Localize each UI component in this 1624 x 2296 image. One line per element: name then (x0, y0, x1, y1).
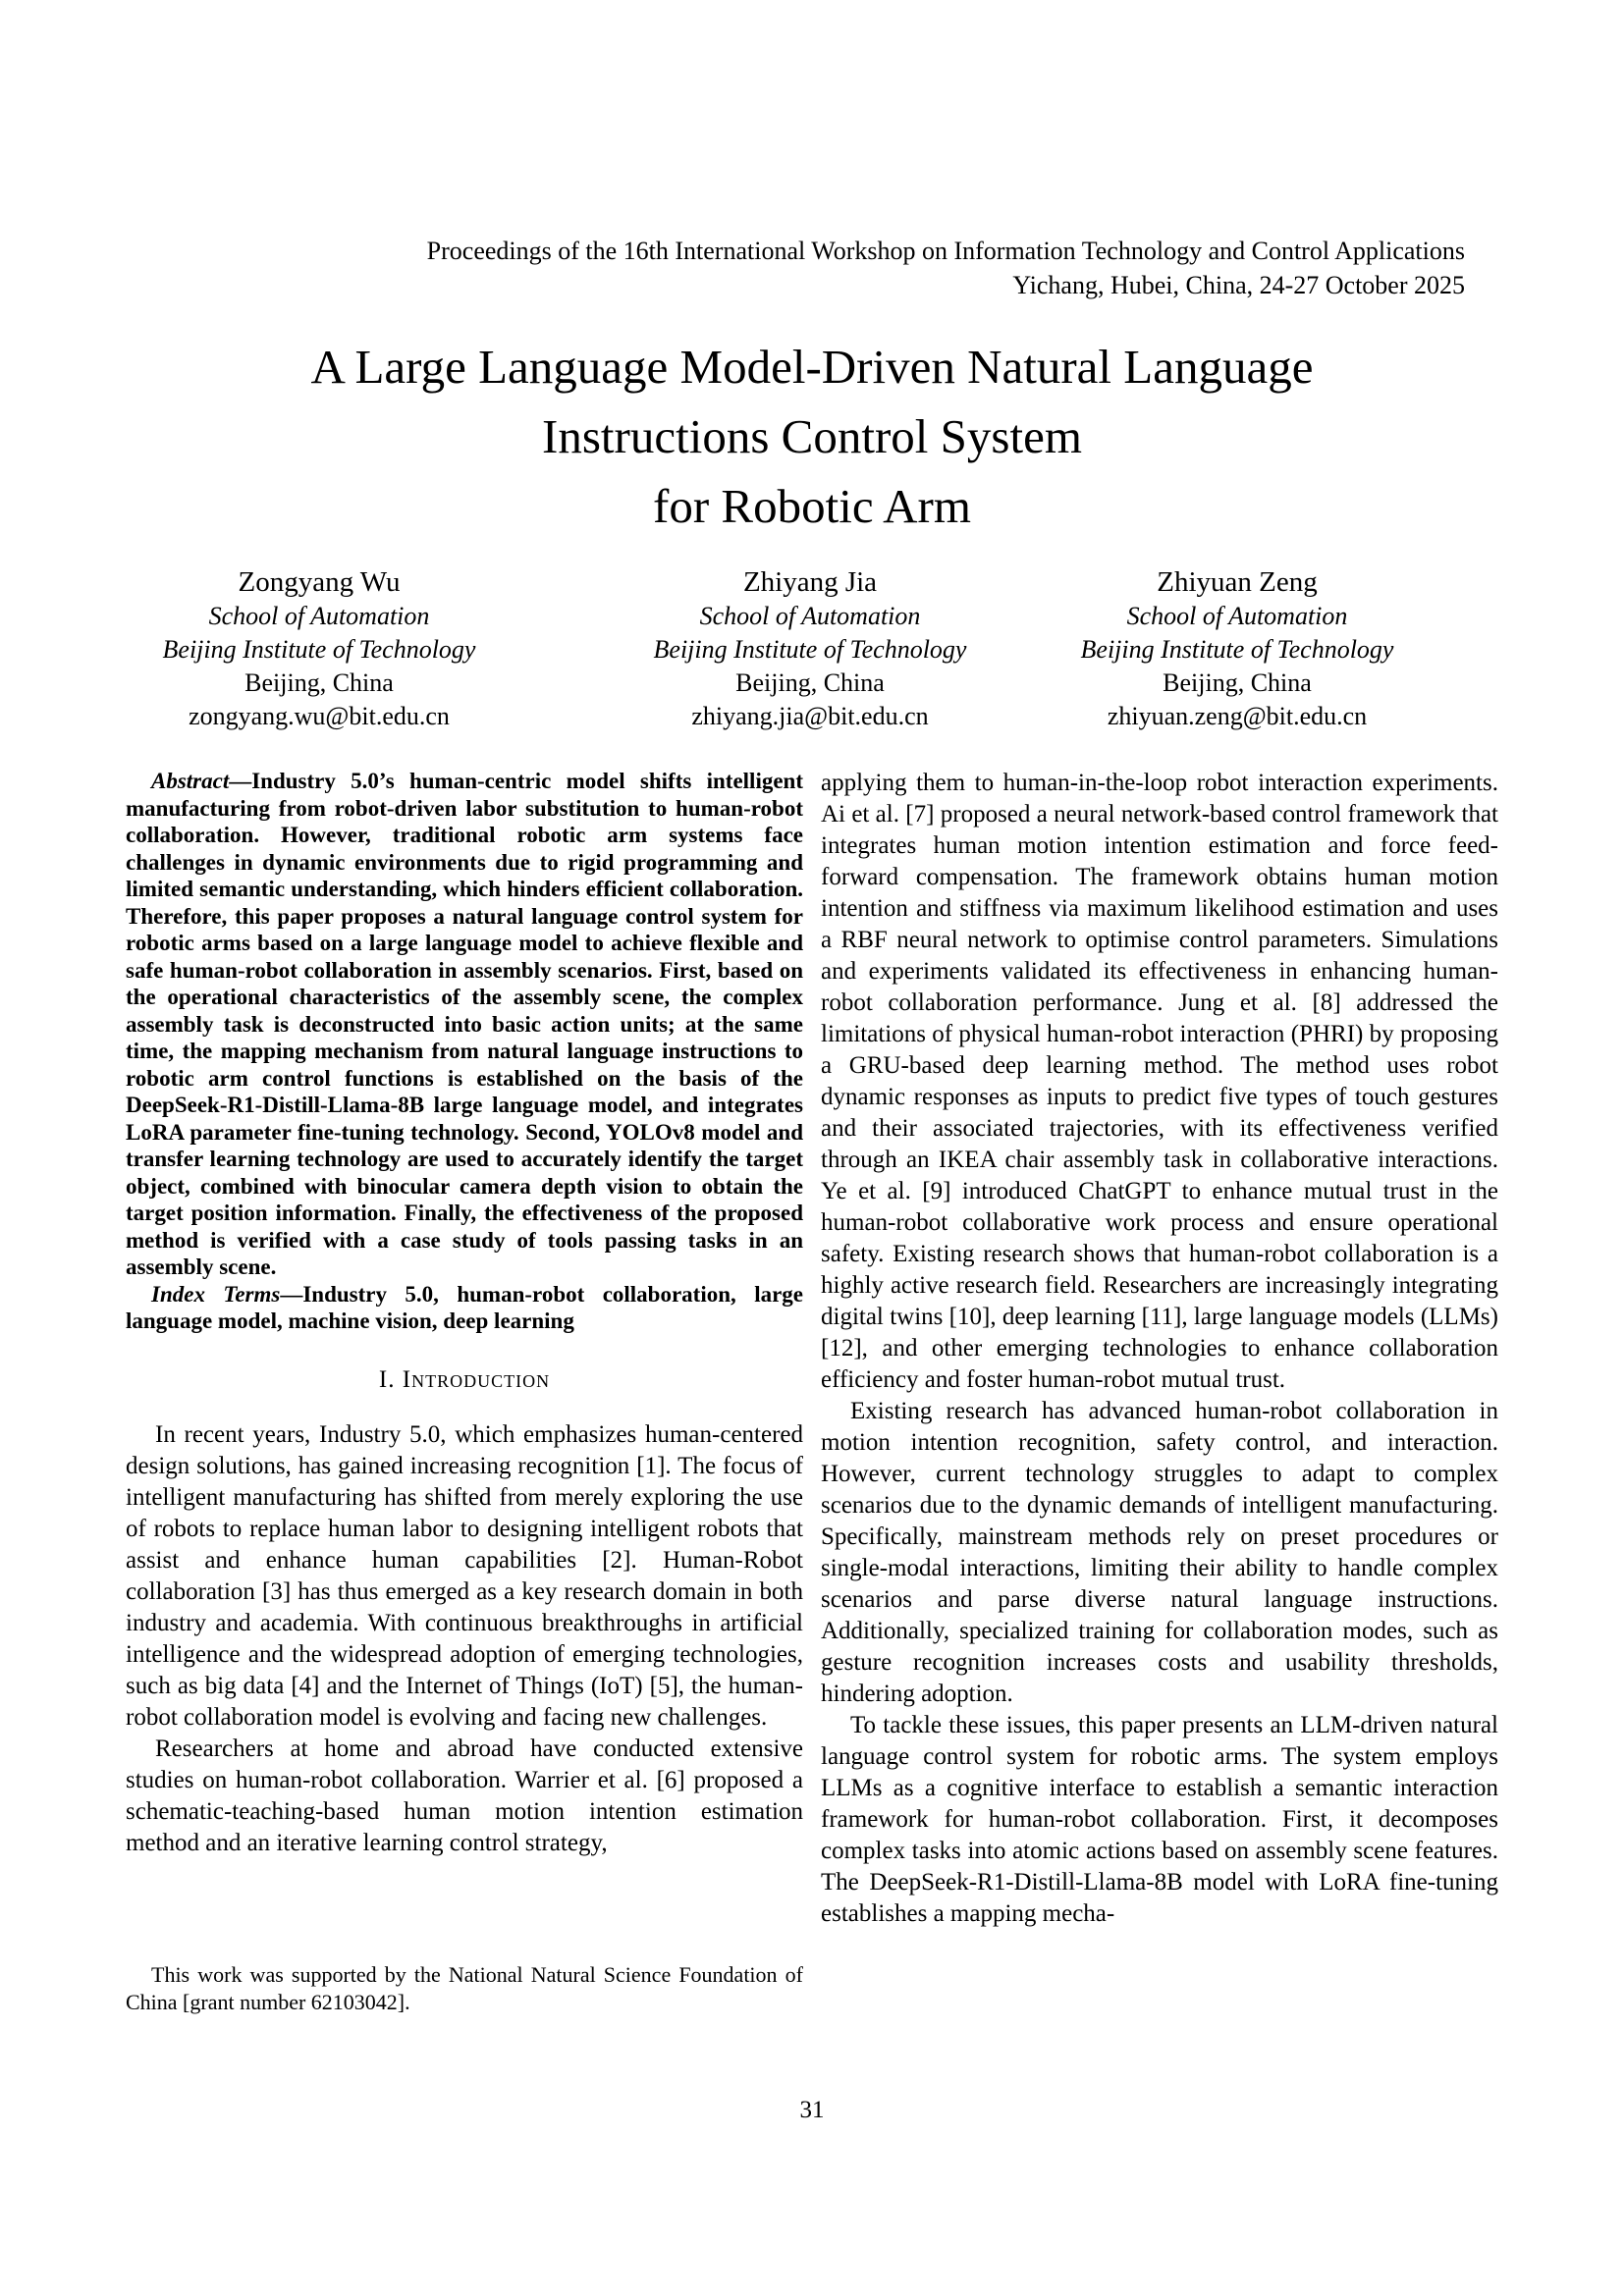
funding-footnote: This work was supported by the National Natural Science Foundation of China [grant number 62103042]. (126, 1962, 803, 2014)
abstract-label: Abstract (151, 769, 230, 793)
abstract-text: —Industry 5.0’s human-centric model shifts intelligent manufacturing from robot-driven labor substitution to human-robot collaboration. However, traditional robotic arm systems face challenges in dynamic environments due to rigid programming and limited semantic understanding, which hinders efficient collaboration. Therefore, this paper proposes a natural language control system for robotic arms based on a large language model to achieve flexible and safe human-robot collaboration in assembly scenarios. First, based on the operational characteristics of the assembly scene, the complex assembly task is deconstructed into basic action units; at the same time, the mapping mechanism from natural language instructions to robotic arm control functions is established on the basis of the DeepSeek-R1-Distill-Llama-8B large language model, and integrates LoRA parameter fine-tuning technology. Second, YOLOv8 model and transfer learning technology are used to accurately identify the target object, combined with binocular camera depth vision to obtain the target position information. Finally, the effectiveness of the proposed method is verified with a case study of tools passing tasks in an assembly scene. (126, 769, 803, 1279)
paper-title (0, 332, 1624, 541)
author-location: Beijing, China (735, 668, 885, 697)
author-location: Beijing, China (1163, 668, 1312, 697)
header-line-2: Yichang, Hubei, China, 24-27 October 2025 (1012, 271, 1465, 299)
body-paragraph: applying them to human-in-the-loop robot interaction experiments. Ai et al. [7] proposed a neural network-based control framework that integrates human motion intention estimation and force feed-forward compensation. The framework obtains human motion intention and stiffness via maximum likelihood estimation and uses a RBF neural network to optimise control parameters. Simulations and experiments validated its effectiveness in enhancing human-robot collaboration performance. Jung et al. [8] addressed the limitations of physical human-robot interaction (PHRI) by proposing a GRU-based deep learning method. The method uses robot dynamic responses as inputs to predict five types of touch gestures and their associated trajectories, with its effectiveness verified through an IKEA chair assembly task in collaborative interactions. Ye et al. [9] introduced ChatGPT to enhance mutual trust in the human-robot collaborative work process and ensure operational safety. Existing research shows that human-robot collaboration is a highly active research field. Researchers are increasingly integrating digital twins [10], deep learning [11], large language models (LLMs) [12], and other emerging technologies to enhance collaboration efficiency and foster human-robot mutual trust. (821, 770, 1498, 1393)
author-dept: School of Automation (1126, 602, 1348, 630)
index-terms-paragraph (126, 1281, 803, 1335)
author-dept: School of Automation (699, 602, 921, 630)
right-column (821, 768, 1498, 1930)
running-header (427, 234, 1465, 302)
body-paragraph: Existing research has advanced human-robot collaboration in motion intention recognition, safety control, and interaction. However, current technology struggles to adapt to complex scenarios due to the dynamic demands of intelligent manufacturing. Specifically, mainstream methods rely on preset procedures or single-modal interactions, limiting their ability to handle complex scenarios and parse diverse natural language instructions. Additionally, specialized training for collaboration modes, such as gesture recognition increases costs and usability thresholds, hindering adoption. (821, 1398, 1498, 1707)
author-location: Beijing, China (244, 668, 394, 697)
author-email: zhiyuan.zeng@bit.edu.cn (1107, 702, 1368, 730)
body-paragraph: Researchers at home and abroad have conducted extensive studies on human-robot collaboration. Warrier et al. [6] proposed a schematic-teaching-based human motion intention estimation method and an iterative learning control strategy, (126, 1735, 803, 1856)
author-block (1001, 564, 1473, 733)
body-paragraph: To tackle these issues, this paper presents an LLM-driven natural language control system for robotic arms. The system employs LLMs as a cognitive interface to establish a semantic interaction framework for human-robot collaboration. First, it decomposes complex tasks into atomic actions based on assembly scene features. The DeepSeek-R1-Distill-Llama-8B model with LoRA fine-tuning establishes a mapping mecha- (821, 1712, 1498, 1927)
abstract-paragraph (126, 768, 803, 1281)
author-email: zongyang.wu@bit.edu.cn (189, 702, 450, 730)
left-column (126, 768, 803, 1859)
author-institution: Beijing Institute of Technology (1080, 635, 1394, 664)
section-heading-introduction: I. Introduction (378, 1365, 551, 1393)
author-name: Zhiyuan Zeng (1157, 566, 1318, 598)
author-dept: School of Automation (208, 602, 430, 630)
author-block (579, 564, 1041, 733)
header-line-1: Proceedings of the 16th International Workshop on Information Technology and Control Applications (426, 237, 1465, 265)
index-terms-text: —Industry 5.0, human-robot collaboration, large language model, machine vision, deep learning (126, 1281, 804, 1333)
author-email: zhiyang.jia@bit.edu.cn (691, 702, 929, 730)
author-name: Zongyang Wu (238, 566, 401, 598)
body-paragraph: In recent years, Industry 5.0, which emphasizes human-centered design solutions, has gained increasing recognition [1]. The focus of intelligent manufacturing has shifted from merely exploring the use of robots to replace human labor to designing intelligent robots that assist and enhance human capabilities [2]. Human-Robot collaboration [3] has thus emerged as a key research domain in both industry and academia. With continuous breakthroughs in artificial intelligence and the widespread adoption of emerging technologies, such as big data [4] and the Internet of Things (IoT) [5], the human-robot collaboration model is evolving and facing new challenges. (126, 1420, 803, 1731)
page-number: 31 (799, 2097, 825, 2123)
author-block (59, 564, 579, 733)
author-institution: Beijing Institute of Technology (162, 635, 476, 664)
author-name: Zhiyang Jia (742, 566, 878, 598)
author-institution: Beijing Institute of Technology (653, 635, 967, 664)
index-terms-label: Index Terms (151, 1281, 281, 1307)
title-line-3: for Robotic Arm (653, 479, 971, 533)
title-line-2: Instructions Control System (542, 409, 1082, 463)
title-line-1: A Large Language Model-Driven Natural Language (310, 340, 1314, 394)
